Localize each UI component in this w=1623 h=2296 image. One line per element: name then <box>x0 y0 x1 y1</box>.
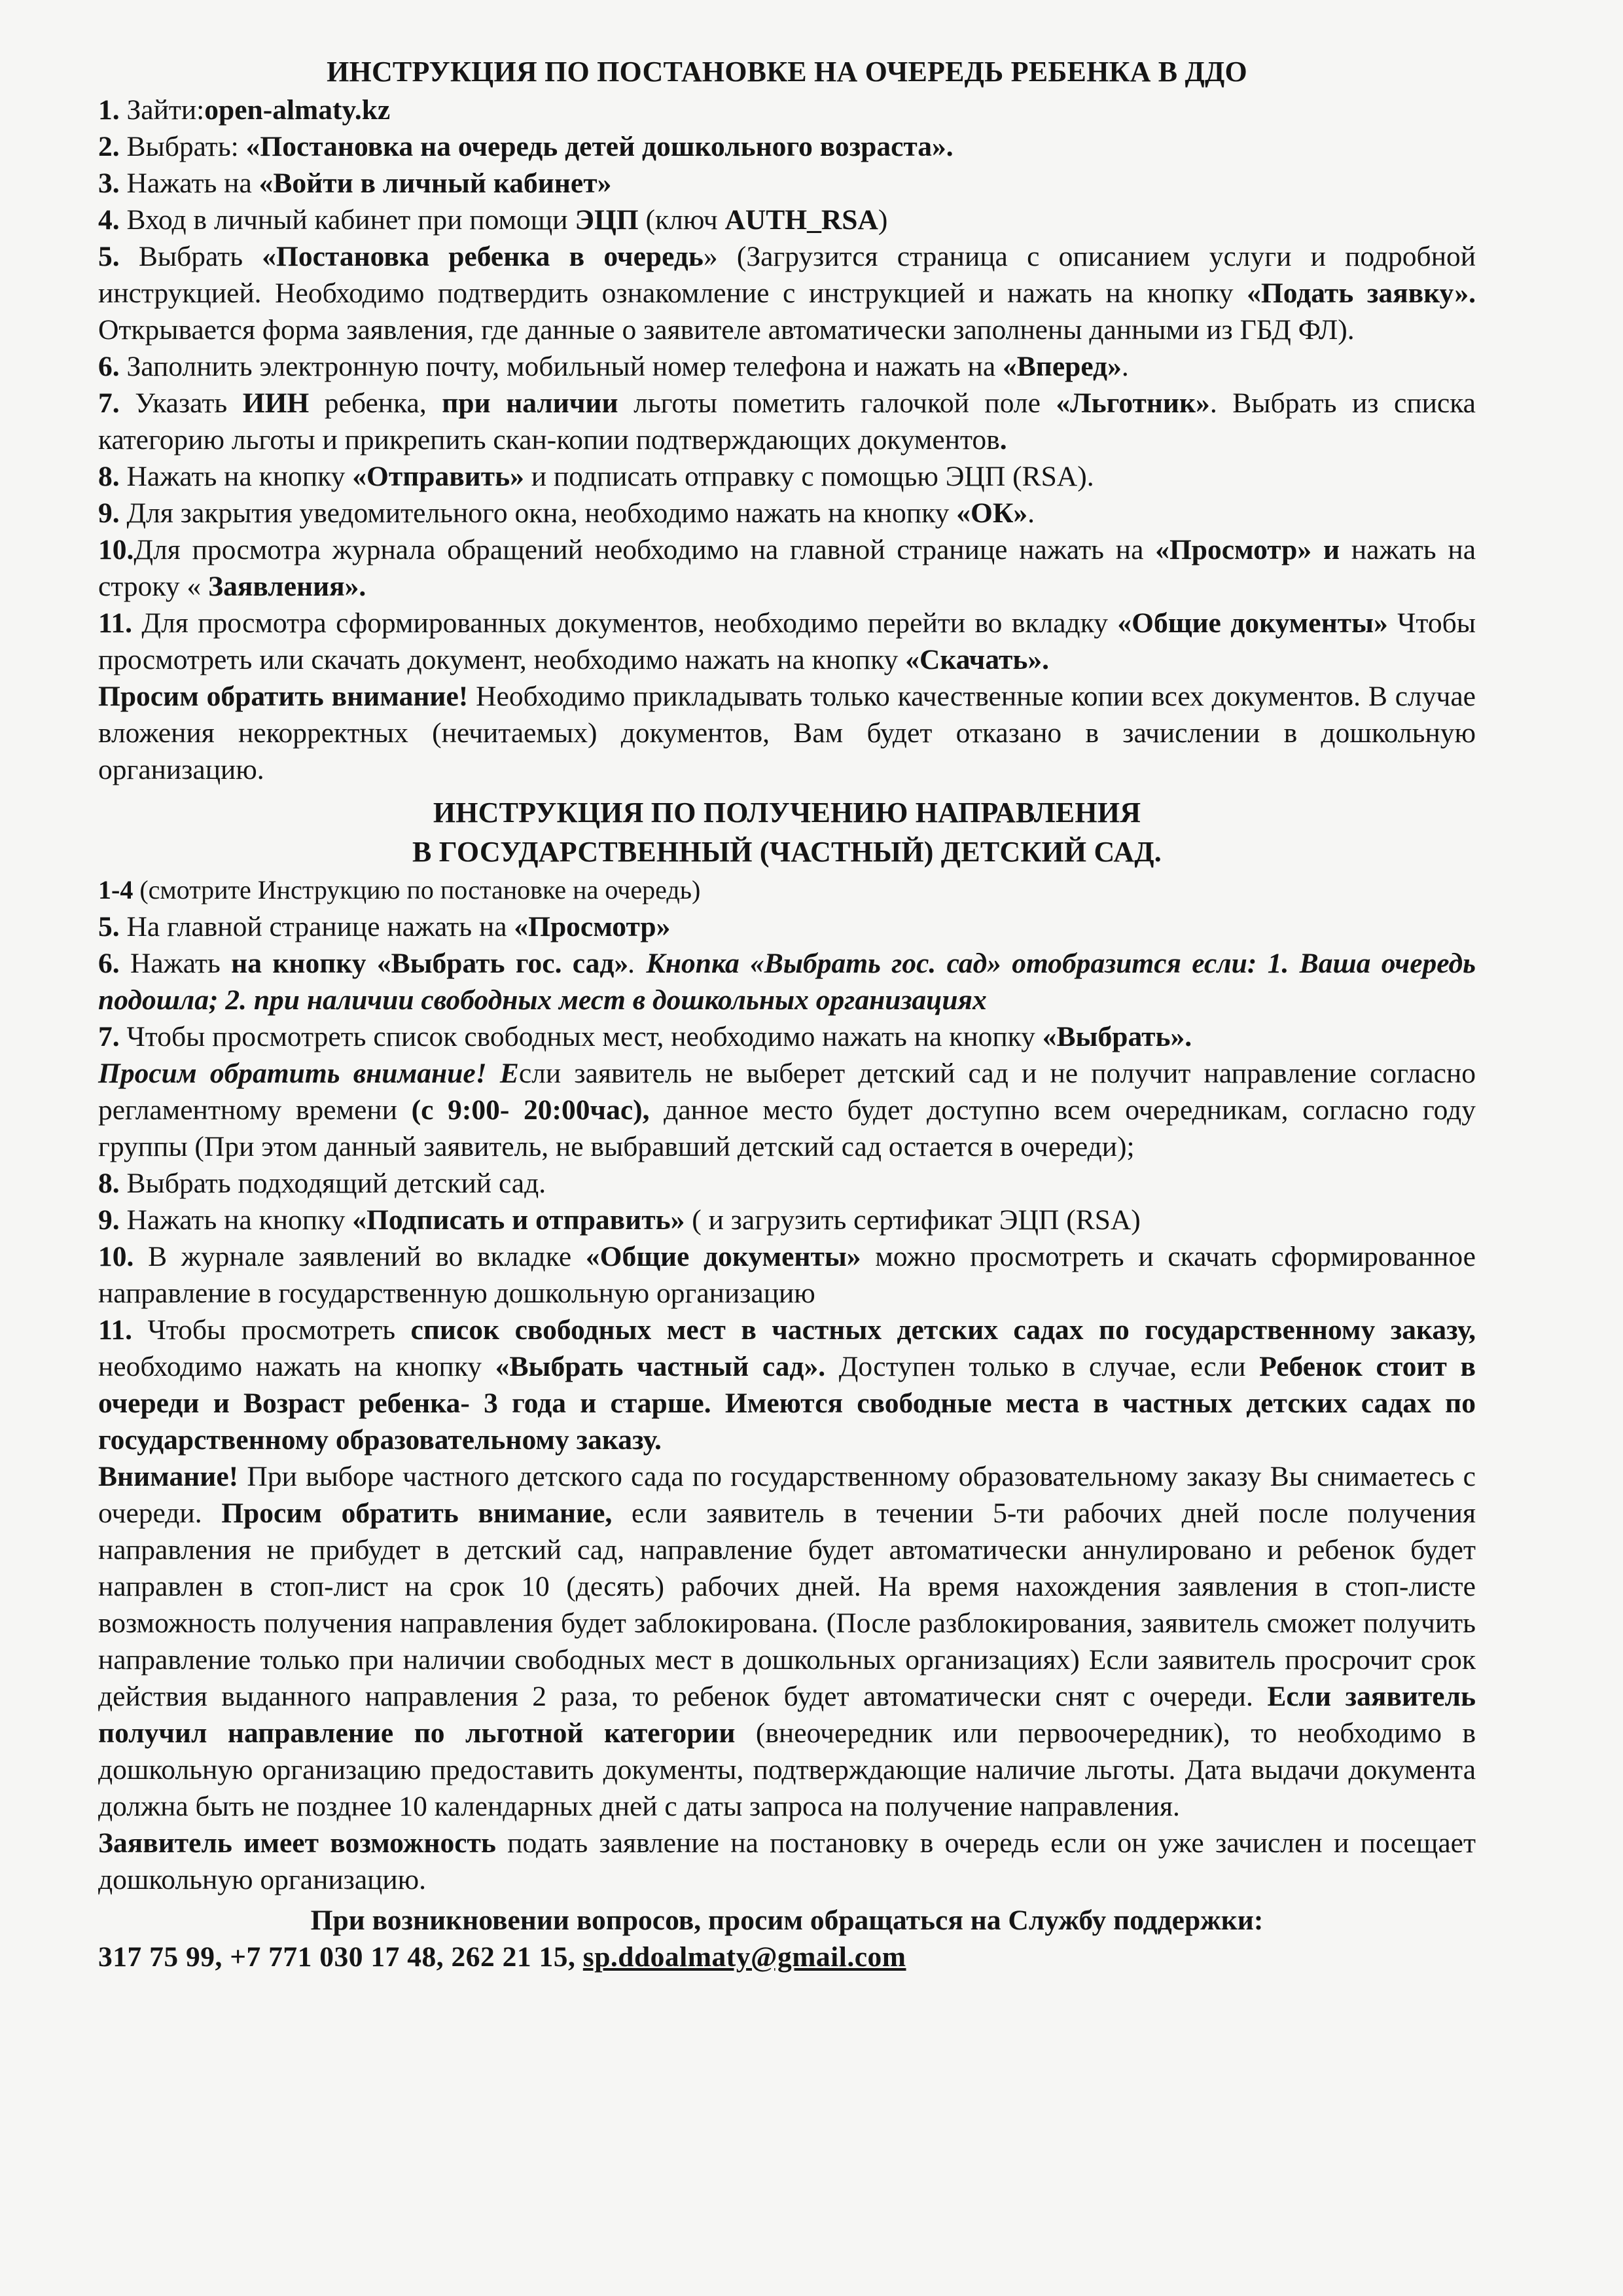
support-title: При возникновении вопросов, просим обращаться на Службу поддержки: <box>310 1905 1264 1936</box>
step-10: 10.Для просмотра журнала обращений необходимо на главной странице нажать на «Просмотр» и нажать на строку « Заявления». <box>98 534 1476 602</box>
step-7: 7. Указать ИИН ребенка, при наличии льготы пометить галочкой поле «Льготник». Выбрать из списка категорию льготы и прикрепить скан-копии подтверждающих документов. <box>98 387 1476 456</box>
step-11b: 11. Чтобы просмотреть список свободных мест в частных детских садах по государственному заказу, необходимо нажать на кнопку «Выбрать частный сад». Доступен только в случае, если Ребенок стоит в очереди и Возраст ребенка- 3 года и старше. Имеются свободные места в частных детских садах по государственному образовательному заказу. <box>98 1314 1476 1456</box>
step-8b: 8. Выбрать подходящий детский сад. <box>98 1168 546 1199</box>
step-3: 3. Нажать на «Войти в личный кабинет» <box>98 168 612 199</box>
step-11: 11. Для просмотра сформированных документов, необходимо перейти во вкладку «Общие документы» Чтобы просмотреть или скачать документ, необходимо нажать на кнопку «Скачать». <box>98 607 1476 675</box>
step-6: 6. Заполнить электронную почту, мобильный номер телефона и нажать на «Вперед». <box>98 351 1129 382</box>
support-phones: 317 75 99, +7 771 030 17 48, 262 21 15, <box>98 1941 583 1973</box>
attention-note: Просим обратить внимание! Необходимо прикладывать только качественные копии всех документов. В случае вложения некорректных (нечитаемых) документов, Вам будет отказано в зачислении в дошкольную организацию. <box>98 681 1476 785</box>
queue-instruction-title: ИНСТРУКЦИЯ ПО ПОСТАНОВКЕ НА ОЧЕРЕДЬ РЕБЕНКА В ДДО <box>327 56 1247 88</box>
support-contacts <box>98 1939 1476 1975</box>
referral-steps <box>98 872 1476 1898</box>
enrolled-note: Заявитель имеет возможность подать заявление на постановку в очередь если он уже зачислен и посещает дошкольную организацию. <box>98 1827 1476 1895</box>
referral-instruction-title: ИНСТРУКЦИЯ ПО ПОЛУЧЕНИЮ НАПРАВЛЕНИЯ В ГОСУДАРСТВЕННЫЙ (ЧАСТНЫЙ) ДЕТСКИЙ САД. <box>412 797 1162 868</box>
support-email[interactable]: sp.ddoalmaty@gmail.com <box>582 1941 906 1973</box>
step-6b: 6. Нажать на кнопку «Выбрать гос. сад». Кнопка «Выбрать гос. сад» отобразится если: 1. Ваша очередь подошла; 2. при наличии свободных мест в дошкольных организациях <box>98 948 1476 1016</box>
warning-note: Внимание! При выборе частного детского сада по государственному образовательному заказу Вы снимаетесь с очереди. Просим обратить внимание, если заявитель в течении 5-ти рабочих дней после получения направления не прибудет в детский сад, направление будет автоматически аннулировано и ребенок будет направлен в стоп-лист на срок 10 (десять) рабочих дней. На время нахождения заявления в стоп-листе возможность получения направления будет заблокирована. (После разблокирования, заявитель сможет получить направление только при наличии свободных мест в дошкольных организациях) Если заявитель просрочит срок действия выданного направления 2 раза, то ребенок будет автоматически снят с очереди. Если заявитель получил направление по льготной категории (внеочередник или первоочередник), то необходимо в дошкольную организацию предоставить документы, подтверждающие наличие льготы. Дата выдачи документа должна быть не позднее 10 календарных дней с даты запроса на получение направления. <box>98 1461 1476 1822</box>
step-5: 5. Выбрать «Постановка ребенка в очередь» (Загрузится страница с описанием услуги и подробной инструкцией. Необходимо подтвердить ознакомление с инструкцией и нажать на кнопку «Подать заявку». Открывается форма заявления, где данные о заявителе автоматически заполнены данными из ГБД ФЛ). <box>98 241 1476 346</box>
step-1: 1. Зайти:open-almaty.kz <box>98 94 391 126</box>
queue-steps <box>98 92 1476 788</box>
step-5b: 5. На главной странице нажать на «Просмотр» <box>98 911 671 942</box>
notice-note: Просим обратить внимание! Если заявитель не выберет детский сад и не получит направление согласно регламентному времени (с 9:00- 20:00час), данное место будет доступно всем очередникам, согласно году группы (При этом данный заявитель, не выбравший детский сад остается в очереди); <box>98 1058 1476 1162</box>
step-4: 4. Вход в личный кабинет при помощи ЭЦП (ключ AUTH_RSA) <box>98 204 888 236</box>
step-9b: 9. Нажать на кнопку «Подписать и отправить» ( и загрузить сертификат ЭЦП (RSA) <box>98 1204 1141 1236</box>
site-link: open-almaty.kz <box>204 94 391 126</box>
step-7b: 7. Чтобы просмотреть список свободных мест, необходимо нажать на кнопку «Выбрать». <box>98 1021 1192 1052</box>
step-8: 8. Нажать на кнопку «Отправить» и подписать отправку с помощью ЭЦП (RSA). <box>98 461 1094 492</box>
step-10b: 10. В журнале заявлений во вкладке «Общие документы» можно просмотреть и скачать сформированное направление в государственную дошкольную организацию <box>98 1241 1476 1309</box>
step-1-4: 1-4 (смотрите Инструкцию по постановке на очередь) <box>98 875 701 905</box>
step-9: 9. Для закрытия уведомительного окна, необходимо нажать на кнопку «ОК». <box>98 497 1035 529</box>
step-2: 2. Выбрать: «Постановка на очередь детей дошкольного возраста». <box>98 131 954 162</box>
document-content <box>98 52 1476 1975</box>
